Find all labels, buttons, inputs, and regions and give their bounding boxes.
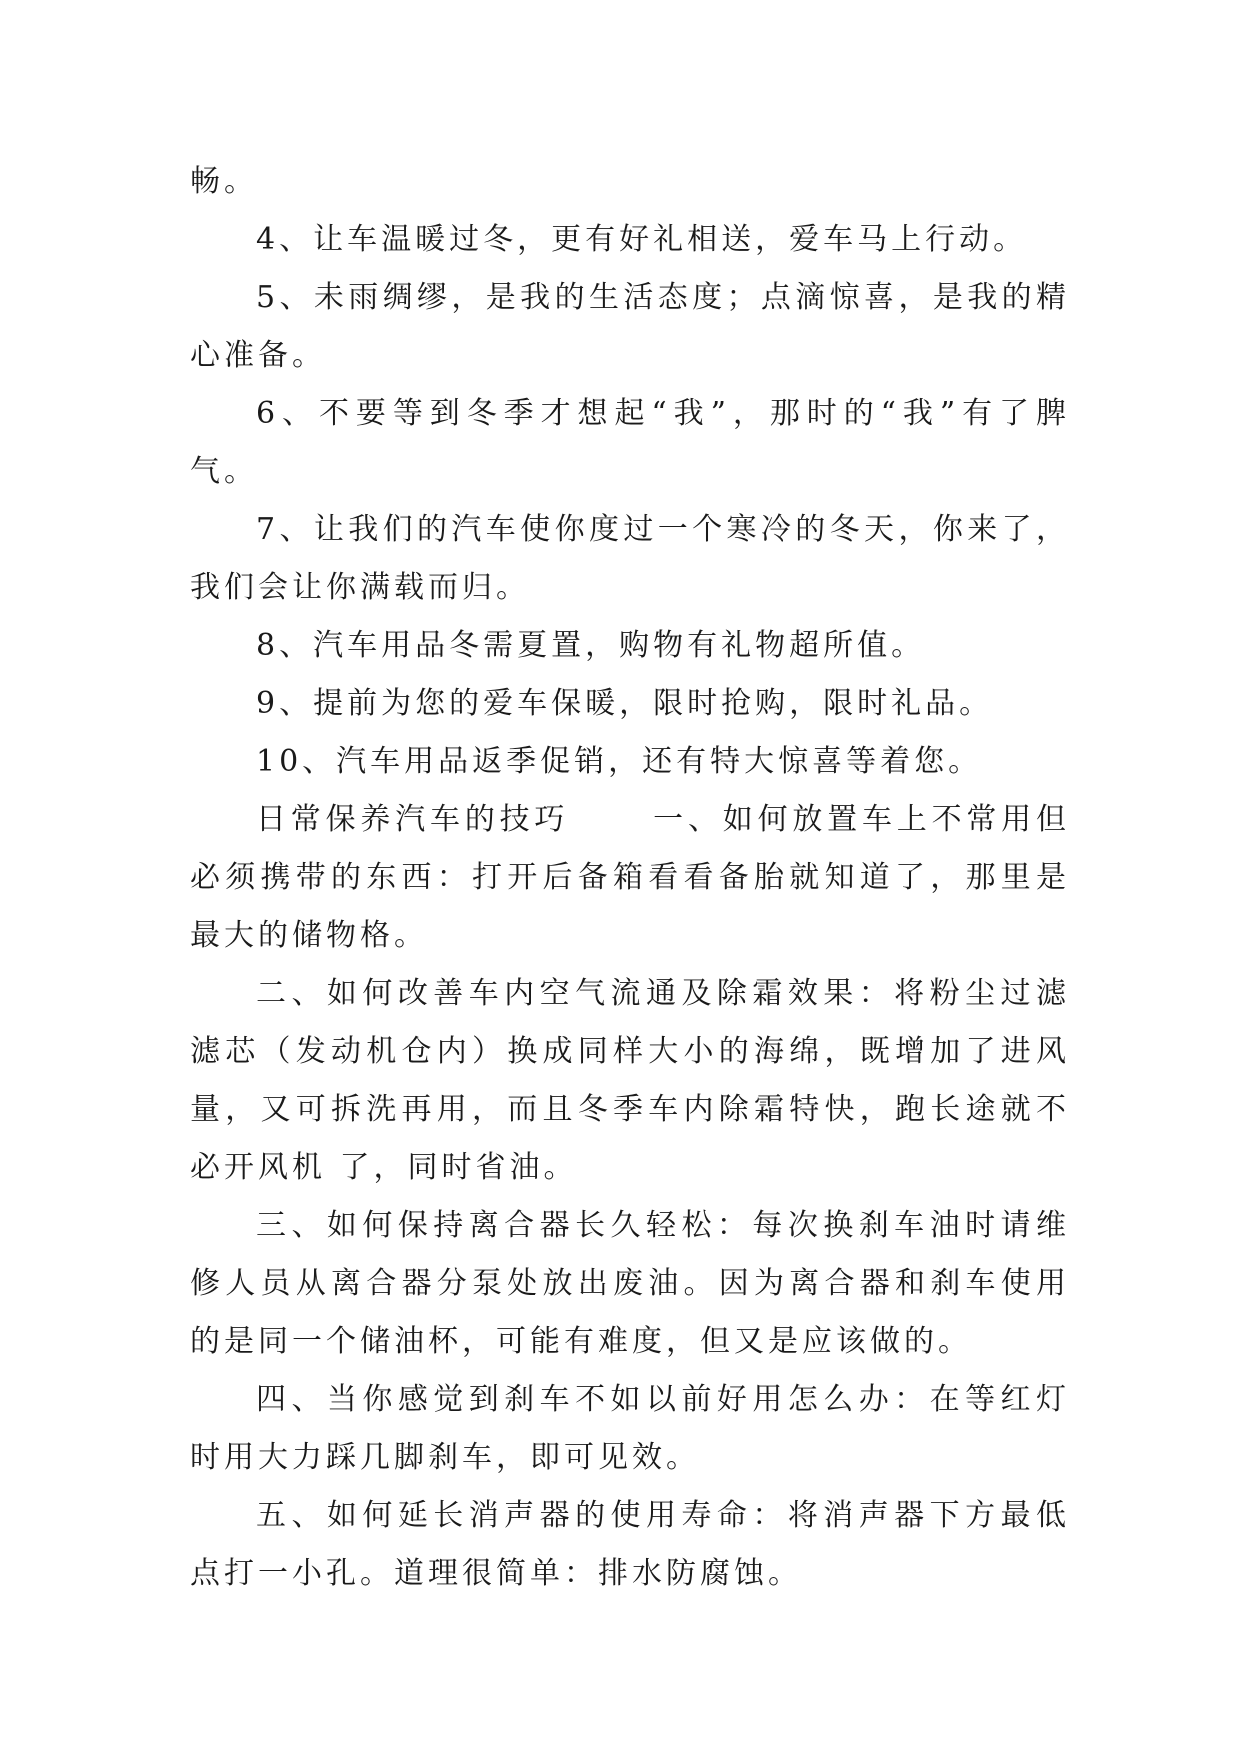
paragraph-slogan-8: 8、汽车用品冬需夏置，购物有礼物超所值。 bbox=[256, 628, 926, 663]
paragraph-continuation: 畅。 bbox=[190, 164, 258, 199]
paragraph-slogan-7: 7、让我们的汽车使你度过一个寒冷的冬天，你来了，我们会让你满载而归。 bbox=[190, 512, 1070, 605]
paragraph-tip-5: 五、如何延长消声器的使用寿命：将消声器下方最低点打一小孔。道理很简单：排水防腐蚀。 bbox=[190, 1498, 1070, 1591]
paragraph-slogan-4: 4、让车温暖过冬，更有好礼相送，爱车马上行动。 bbox=[256, 222, 1028, 257]
paragraph-slogan-5: 5、未雨绸缪，是我的生活态度；点滴惊喜，是我的精心准备。 bbox=[190, 280, 1070, 373]
paragraph-slogan-9: 9、提前为您的爱车保暖，限时抢购，限时礼品。 bbox=[256, 686, 994, 721]
paragraph-tip-2: 二、如何改善车内空气流通及除霜效果：将粉尘过滤滤芯（发动机仓内）换成同样大小的海绵，既增加了进风量，又可拆洗再用，而且冬季车内除霜特快，跑长途就不必开风机 了，同时省油。 bbox=[190, 976, 1070, 1185]
paragraph-slogan-6: 6、不要等到冬季才想起“我”，那时的“我”有了脾气。 bbox=[190, 396, 1070, 489]
paragraph-tip-4: 四、当你感觉到刹车不如以前好用怎么办：在等红灯时用大力踩几脚刹车，即可见效。 bbox=[190, 1382, 1070, 1475]
paragraph-tips-intro: 日常保养汽车的技巧 一、如何放置车上不常用但必须携带的东西：打开后备箱看看备胎就知道了，那里是最大的储物格。 bbox=[190, 802, 1070, 953]
paragraph-tip-3: 三、如何保持离合器长久轻松：每次换刹车油时请维修人员从离合器分泵处放出废油。因为离合器和刹车使用的是同一个储油杯，可能有难度，但又是应该做的。 bbox=[190, 1208, 1070, 1359]
document-body bbox=[190, 153, 1070, 1603]
paragraph-slogan-10: 10、汽车用品返季促销，还有特大惊喜等着您。 bbox=[256, 744, 983, 779]
